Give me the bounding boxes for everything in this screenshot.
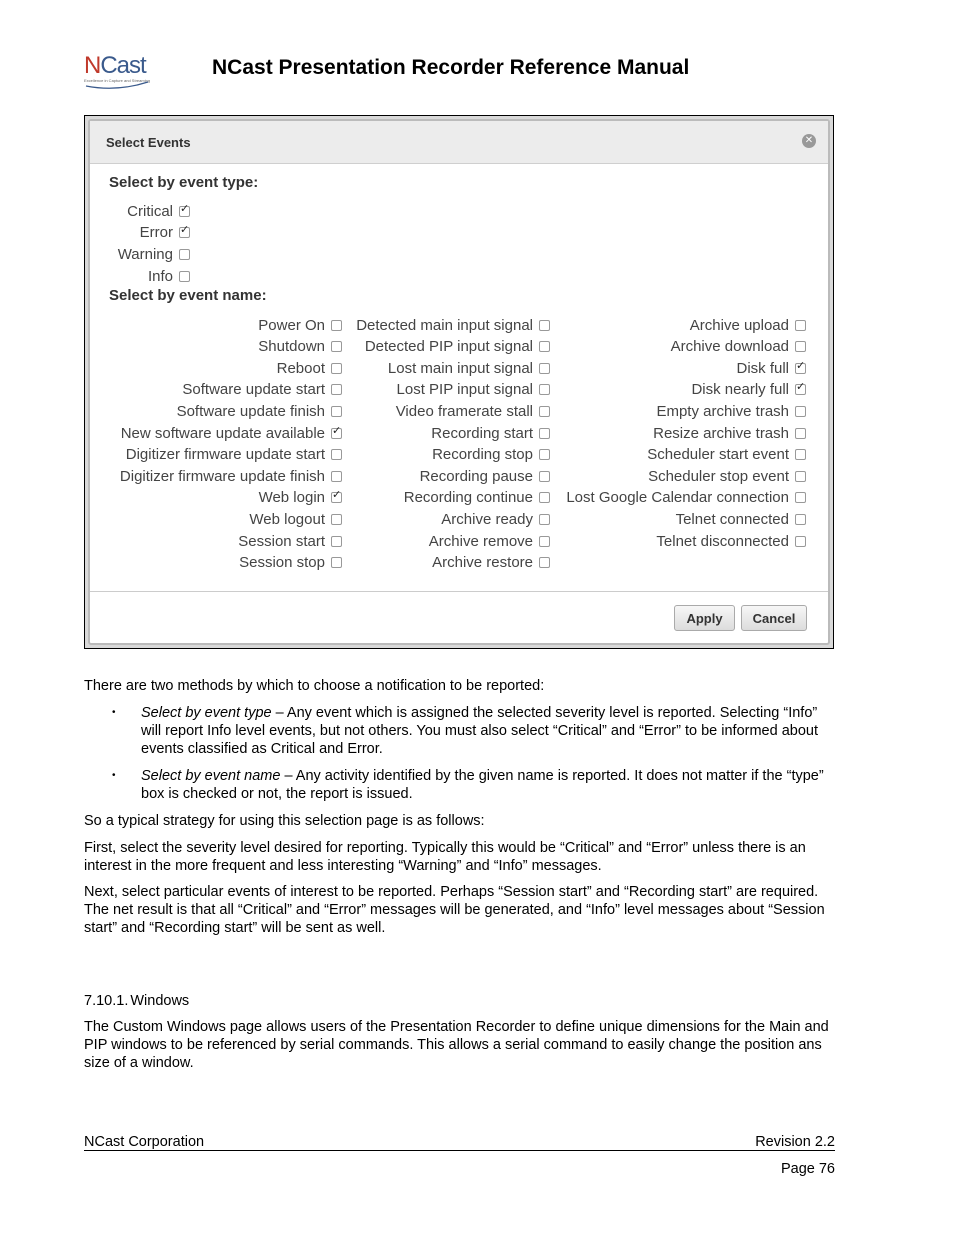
logo-letter-n: N [84, 52, 101, 79]
event-checkbox[interactable] [795, 492, 806, 503]
strategy-paragraph: So a typical strategy for using this selection page is as follows: [84, 813, 485, 829]
event-new-software-update-available[interactable] [121, 423, 342, 443]
dialog-title: Select Events [106, 135, 191, 150]
event-label: Lost PIP input signal [396, 381, 533, 399]
event-label: Session start [238, 532, 325, 550]
event-checkbox[interactable] [539, 471, 550, 482]
event-checkbox[interactable] [331, 384, 342, 395]
event-label: Disk full [736, 359, 789, 377]
event-checkbox[interactable] [795, 514, 806, 525]
event-shutdown[interactable] [258, 337, 342, 357]
event-checkbox[interactable] [539, 363, 550, 374]
bullet-term: Select by event type [141, 705, 272, 721]
event-checkbox[interactable] [539, 492, 550, 503]
event-checkbox[interactable] [539, 557, 550, 568]
event-checkbox[interactable] [331, 320, 342, 331]
event-checkbox[interactable] [179, 271, 190, 282]
event-lost-pip-input-signal[interactable] [397, 380, 550, 400]
logo-swoosh-icon [84, 80, 150, 90]
event-software-update-finish[interactable] [177, 401, 342, 421]
bullet-text: – Any event which is assigned the selected severity level is reported. Selecting “Info” will report Info level events, but not others. You must also select “Critical” and “Error” to be informed about events classified as Critical and Error. [141, 705, 818, 757]
event-label: Empty archive trash [656, 402, 789, 420]
section-heading [84, 992, 836, 1010]
event-checkbox[interactable] [795, 449, 806, 460]
event-label: Software update start [182, 381, 325, 399]
event-checkbox[interactable] [539, 428, 550, 439]
event-label: Resize archive trash [653, 424, 789, 442]
event-archive-upload[interactable] [690, 315, 806, 335]
event-checkbox[interactable] [331, 471, 342, 482]
event-label: Shutdown [258, 338, 325, 356]
event-telnet-disconnected[interactable] [656, 531, 806, 551]
event-type-warning[interactable] [118, 244, 190, 264]
event-reboot[interactable] [277, 358, 342, 378]
event-type-critical[interactable] [127, 201, 190, 221]
event-label: Critical [127, 202, 173, 220]
event-checkbox[interactable] [331, 428, 342, 439]
event-session-start[interactable] [238, 531, 342, 551]
event-checkbox[interactable] [539, 536, 550, 547]
event-label: Archive upload [689, 316, 789, 334]
event-software-update-start[interactable] [182, 380, 342, 400]
dialog-footer-divider [90, 591, 828, 592]
event-checkbox[interactable] [331, 514, 342, 525]
event-checkbox[interactable] [795, 363, 806, 374]
bullet-marker: • [112, 707, 116, 718]
event-scheduler-stop-event[interactable] [648, 466, 806, 486]
close-icon[interactable]: ✕ [802, 134, 816, 148]
screenshot-figure [84, 115, 834, 649]
section-number: 7.10.1. [84, 993, 129, 1009]
event-label: Scheduler start event [647, 446, 789, 464]
event-recording-continue[interactable] [404, 488, 550, 508]
intro-paragraph: There are two methods by which to choose a notification to be reported: [84, 678, 545, 694]
next-paragraph: Next, select particular events of interest to be reported. Perhaps “Session start” and “Recording start” are required. The net result is that all “Critical” and “Error” messages will be generated, and “Info” level messages about “Session start” and “Recording start” will be sent as well. [84, 884, 825, 936]
event-label: Recording continue [403, 489, 533, 507]
event-checkbox[interactable] [795, 341, 806, 352]
event-type-error[interactable] [140, 223, 190, 243]
event-disk-nearly-full[interactable] [691, 380, 806, 400]
ncast-logo [84, 52, 154, 92]
event-checkbox[interactable] [795, 384, 806, 395]
bullet-event-type [141, 704, 841, 758]
windows-paragraph: The Custom Windows page allows users of the Presentation Recorder to define unique dimensions for the Main and PIP windows to be referenced by serial commands. This allows a serial command to easily change the position ans size of a window. [84, 1019, 829, 1071]
event-checkbox[interactable] [331, 557, 342, 568]
event-label: Reboot [276, 359, 325, 377]
event-checkbox[interactable] [795, 471, 806, 482]
event-label: Digitizer firmware update finish [119, 467, 325, 485]
event-label: Archive download [670, 338, 789, 356]
event-checkbox[interactable] [179, 249, 190, 260]
bullet-term: Select by event name [141, 768, 281, 784]
event-checkbox[interactable] [179, 206, 190, 217]
event-checkbox[interactable] [539, 384, 550, 395]
event-label: Web login [258, 489, 325, 507]
event-archive-download[interactable] [671, 337, 806, 357]
logo-tagline: Excellence in Capture and Streaming [84, 78, 151, 83]
bullet-marker: • [112, 770, 116, 781]
footer-revision: Revision 2.2 [755, 1134, 835, 1150]
event-checkbox[interactable] [331, 363, 342, 374]
event-session-stop[interactable] [239, 553, 342, 573]
event-label: Digitizer firmware update start [125, 446, 325, 464]
event-checkbox[interactable] [331, 449, 342, 460]
event-label: Disk nearly full [691, 381, 789, 399]
event-label: Telnet disconnected [656, 532, 789, 550]
event-label: Archive ready [441, 510, 533, 528]
event-archive-restore[interactable] [432, 553, 550, 573]
event-label: Lost main input signal [387, 359, 533, 377]
event-archive-ready[interactable] [441, 509, 550, 529]
page-number: Page 76 [780, 1161, 835, 1177]
event-checkbox[interactable] [539, 320, 550, 331]
event-checkbox[interactable] [539, 341, 550, 352]
dialog-titlebar [90, 121, 828, 164]
event-checkbox[interactable] [539, 514, 550, 525]
event-lost-main-input-signal[interactable] [388, 358, 550, 378]
event-checkbox[interactable] [331, 406, 342, 417]
event-checkbox[interactable] [795, 428, 806, 439]
bullet-event-name [141, 767, 841, 803]
event-disk-full[interactable] [736, 358, 806, 378]
event-label: Info [147, 267, 173, 285]
event-label: Error [139, 224, 173, 242]
event-label: Archive restore [432, 554, 533, 572]
footer-rule [84, 1150, 835, 1151]
apply-button[interactable]: Apply [674, 605, 735, 631]
event-checkbox[interactable] [539, 406, 550, 417]
event-power-on[interactable] [258, 315, 342, 335]
event-detected-pip-input-signal[interactable] [365, 337, 550, 357]
event-type-heading: Select by event type: [109, 174, 259, 191]
event-digitizer-firmware-update-start[interactable] [126, 445, 342, 465]
header-title: NCast Presentation Recorder Reference Manual [212, 56, 690, 79]
event-video-framerate-stall[interactable] [396, 401, 550, 421]
event-label: Session stop [239, 554, 325, 572]
event-digitizer-firmware-update-finish[interactable] [120, 466, 342, 486]
event-archive-remove[interactable] [429, 531, 550, 551]
event-checkbox[interactable] [795, 406, 806, 417]
event-type-info[interactable] [148, 266, 190, 286]
event-checkbox[interactable] [331, 341, 342, 352]
select-events-dialog [88, 119, 830, 645]
event-checkbox[interactable] [331, 492, 342, 503]
event-label: Power On [258, 316, 325, 334]
event-label: Detected main input signal [356, 316, 533, 334]
event-label: Scheduler stop event [648, 467, 789, 485]
event-label: Warning [117, 245, 173, 263]
event-label: Web logout [249, 510, 325, 528]
bullet-text: – Any activity identified by the given name is reported. It does not matter if the “type” box is checked or not, the report is issued. [141, 768, 824, 802]
event-checkbox[interactable] [539, 449, 550, 460]
event-lost-google-calendar-connection[interactable] [566, 488, 806, 508]
event-telnet-connected[interactable] [676, 509, 806, 529]
cancel-button[interactable]: Cancel [741, 605, 807, 631]
event-label: Recording start [431, 424, 533, 442]
event-checkbox[interactable] [331, 536, 342, 547]
event-empty-archive-trash[interactable] [656, 401, 806, 421]
event-label: Recording stop [432, 446, 533, 464]
event-scheduler-start-event[interactable] [647, 445, 806, 465]
event-resize-archive-trash[interactable] [653, 423, 806, 443]
event-label: New software update available [120, 424, 325, 442]
event-label: Software update finish [176, 402, 325, 420]
section-title: Windows [130, 993, 190, 1009]
event-web-login[interactable] [259, 488, 342, 508]
event-label: Recording pause [419, 467, 533, 485]
event-recording-pause[interactable] [420, 466, 550, 486]
event-label: Lost Google Calendar connection [566, 489, 789, 507]
event-label: Telnet connected [675, 510, 789, 528]
event-recording-start[interactable] [431, 423, 550, 443]
event-label: Video framerate stall [395, 402, 533, 420]
event-web-logout[interactable] [249, 509, 342, 529]
event-name-heading: Select by event name: [109, 287, 267, 304]
footer-company: NCast Corporation [84, 1134, 205, 1150]
event-recording-stop[interactable] [432, 445, 550, 465]
first-paragraph: First, select the severity level desired for reporting. Typically this would be “Critical” and “Error” unless there is an interest in the more frequent and less interesting “Warning” and “Info” messages. [84, 840, 806, 874]
event-checkbox[interactable] [179, 227, 190, 238]
event-checkbox[interactable] [795, 320, 806, 331]
event-detected-main-input-signal[interactable] [356, 315, 550, 335]
logo-word-cast: Cast [100, 52, 146, 79]
event-label: Detected PIP input signal [364, 338, 533, 356]
event-checkbox[interactable] [795, 536, 806, 547]
event-label: Archive remove [428, 532, 533, 550]
